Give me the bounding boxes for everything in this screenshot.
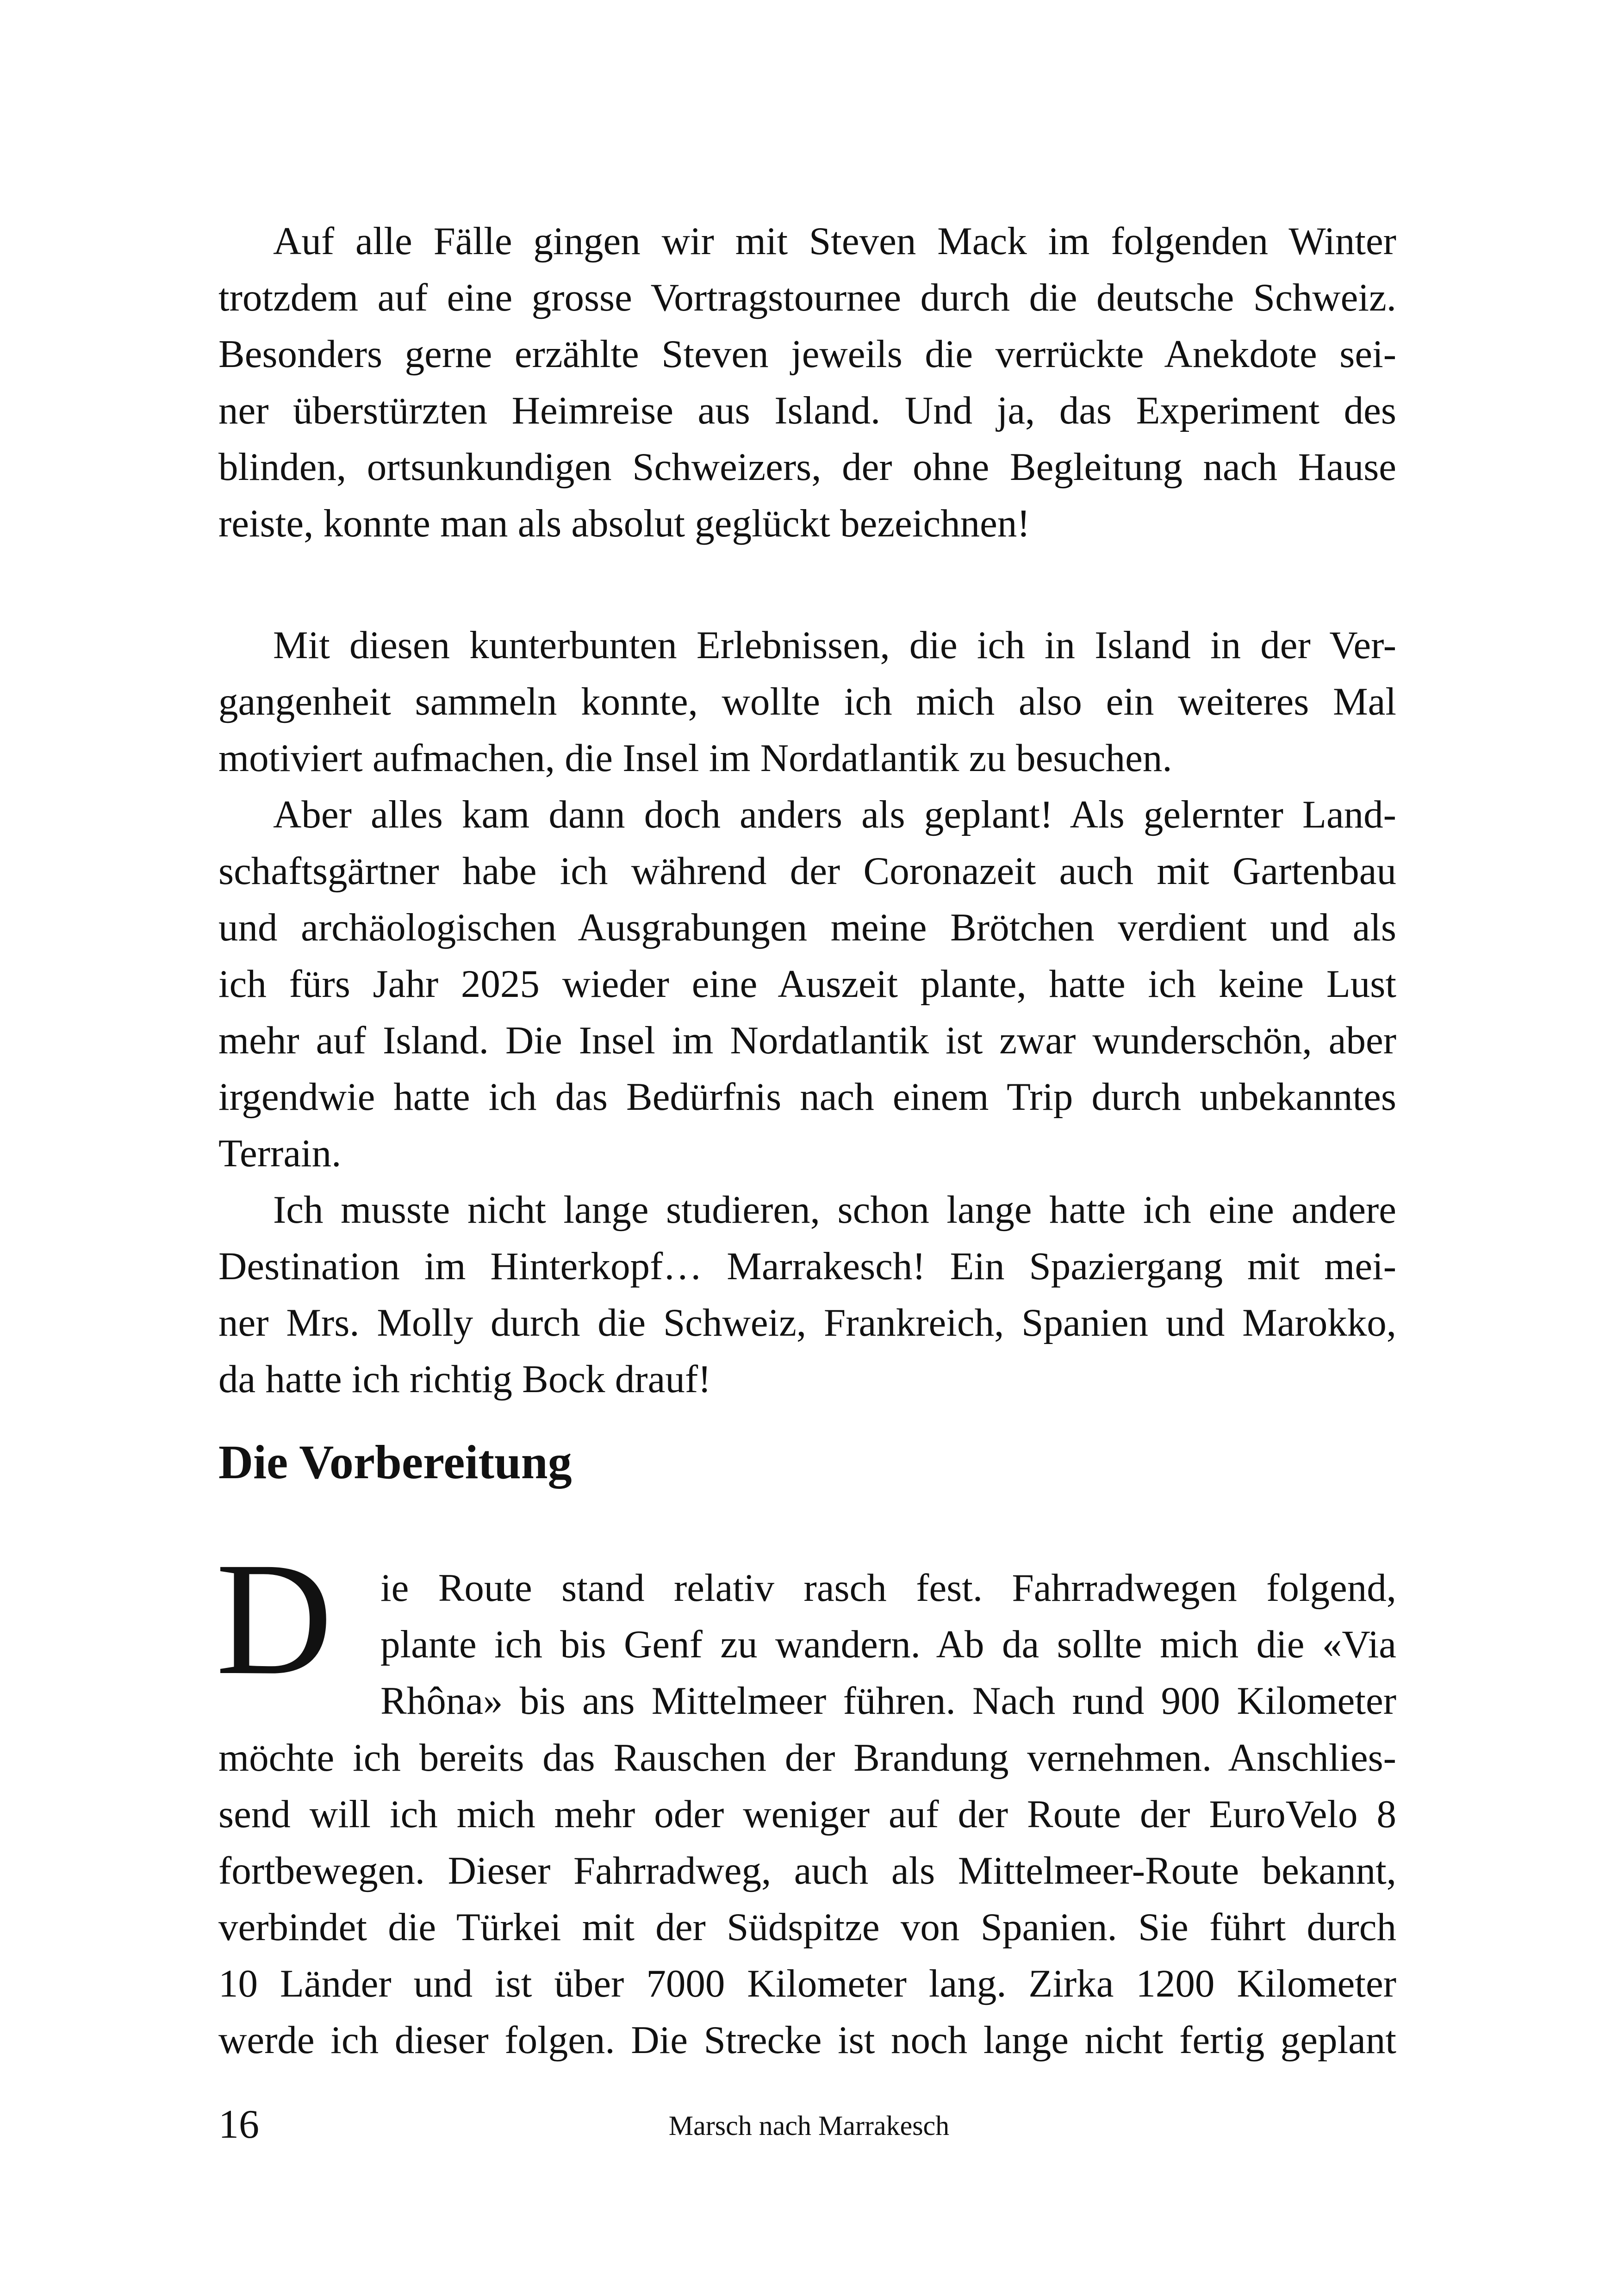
text-line: ich fürs Jahr 2025 wieder eine Auszeit plante, hatte ich keine Lust	[218, 962, 1396, 1006]
text-line: möchte ich bereits das Rauschen der Brandung vernehmen. Anschlies-	[218, 1736, 1396, 1780]
text-line: Destination im Hinterkopf… Marrakesch! Ein Spaziergang mit mei-	[218, 1244, 1396, 1288]
text-line: ner überstürzten Heimreise aus Island. Und ja, das Experiment des	[218, 389, 1396, 432]
paragraph-steven-mack	[218, 213, 1396, 552]
text-line: motiviert aufmachen, die Insel im Nordatlantik zu besuchen.	[218, 736, 1172, 780]
text-line: werde ich dieser folgen. Die Strecke ist noch lange nicht fertig geplant	[218, 2018, 1396, 2062]
drop-cap: D	[216, 1529, 333, 1708]
text-line: 10 Länder und ist über 7000 Kilometer lang. Zirka 1200 Kilometer	[218, 1962, 1396, 2005]
text-line: Aber alles kam dann doch anders als geplant! Als gelernter Land-	[273, 793, 1396, 836]
text-line: ner Mrs. Molly durch die Schweiz, Frankreich, Spanien und Marokko,	[218, 1301, 1396, 1344]
text-line: gangenheit sammeln konnte, wollte ich mich also ein weiteres Mal	[218, 680, 1396, 723]
text-line: verbindet die Türkei mit der Südspitze von Spanien. Sie führt durch	[218, 1905, 1396, 1949]
text-line: Ich musste nicht lange studieren, schon lange hatte ich eine andere	[273, 1188, 1396, 1232]
text-line: send will ich mich mehr oder weniger auf der Route der EuroVelo 8	[218, 1792, 1396, 1836]
text-line: schaftsgärtner habe ich während der Coronazeit auch mit Gartenbau	[218, 849, 1396, 893]
drop-cap-lines	[380, 1560, 1396, 1729]
text-line: mehr auf Island. Die Insel im Nordatlantik ist zwar wunderschön, aber	[218, 1019, 1396, 1062]
page-number: 16	[218, 2102, 259, 2147]
text-line: blinden, ortsunkundigen Schweizers, der ohne Begleitung nach Hause	[218, 445, 1396, 489]
text-line: und archäologischen Ausgrabungen meine Brötchen verdient und als	[218, 906, 1396, 949]
running-footer-title: Marsch nach Marrakesch	[668, 2110, 950, 2141]
text-line: da hatte ich richtig Bock drauf!	[218, 1357, 711, 1401]
text-line: trotzdem auf eine grosse Vortragstournee durch die deutsche Schweiz.	[218, 276, 1396, 319]
paragraph-group-island	[218, 617, 1396, 1407]
text-line: Besonders gerne erzählte Steven jeweils die verrückte Anekdote sei-	[218, 332, 1396, 376]
text-line: irgendwie hatte ich das Bedürfnis nach einem Trip durch unbekanntes	[218, 1075, 1396, 1119]
text-line: fortbewegen. Dieser Fahrradweg, auch als Mittelmeer-Route bekannt,	[218, 1849, 1396, 1892]
section-heading: Die Vorbereitung	[218, 1436, 572, 1489]
text-line: Rhôna» bis ans Mittelmeer führen. Nach rund 900 Kilometer	[380, 1679, 1396, 1723]
text-line: ie Route stand relativ rasch fest. Fahrradwegen folgend,	[380, 1566, 1396, 1610]
text-line: reiste, konnte man als absolut geglückt bezeichnen!	[218, 502, 1030, 545]
paragraph-route	[218, 1730, 1396, 2068]
text-line: Auf alle Fälle gingen wir mit Steven Mack im folgenden Winter	[273, 219, 1396, 263]
text-line: plante ich bis Genf zu wandern. Ab da sollte mich die «Via	[380, 1623, 1396, 1666]
text-line: Terrain.	[218, 1132, 342, 1175]
text-line: Mit diesen kunterbunten Erlebnissen, die ich in Island in der Ver-	[273, 623, 1396, 667]
